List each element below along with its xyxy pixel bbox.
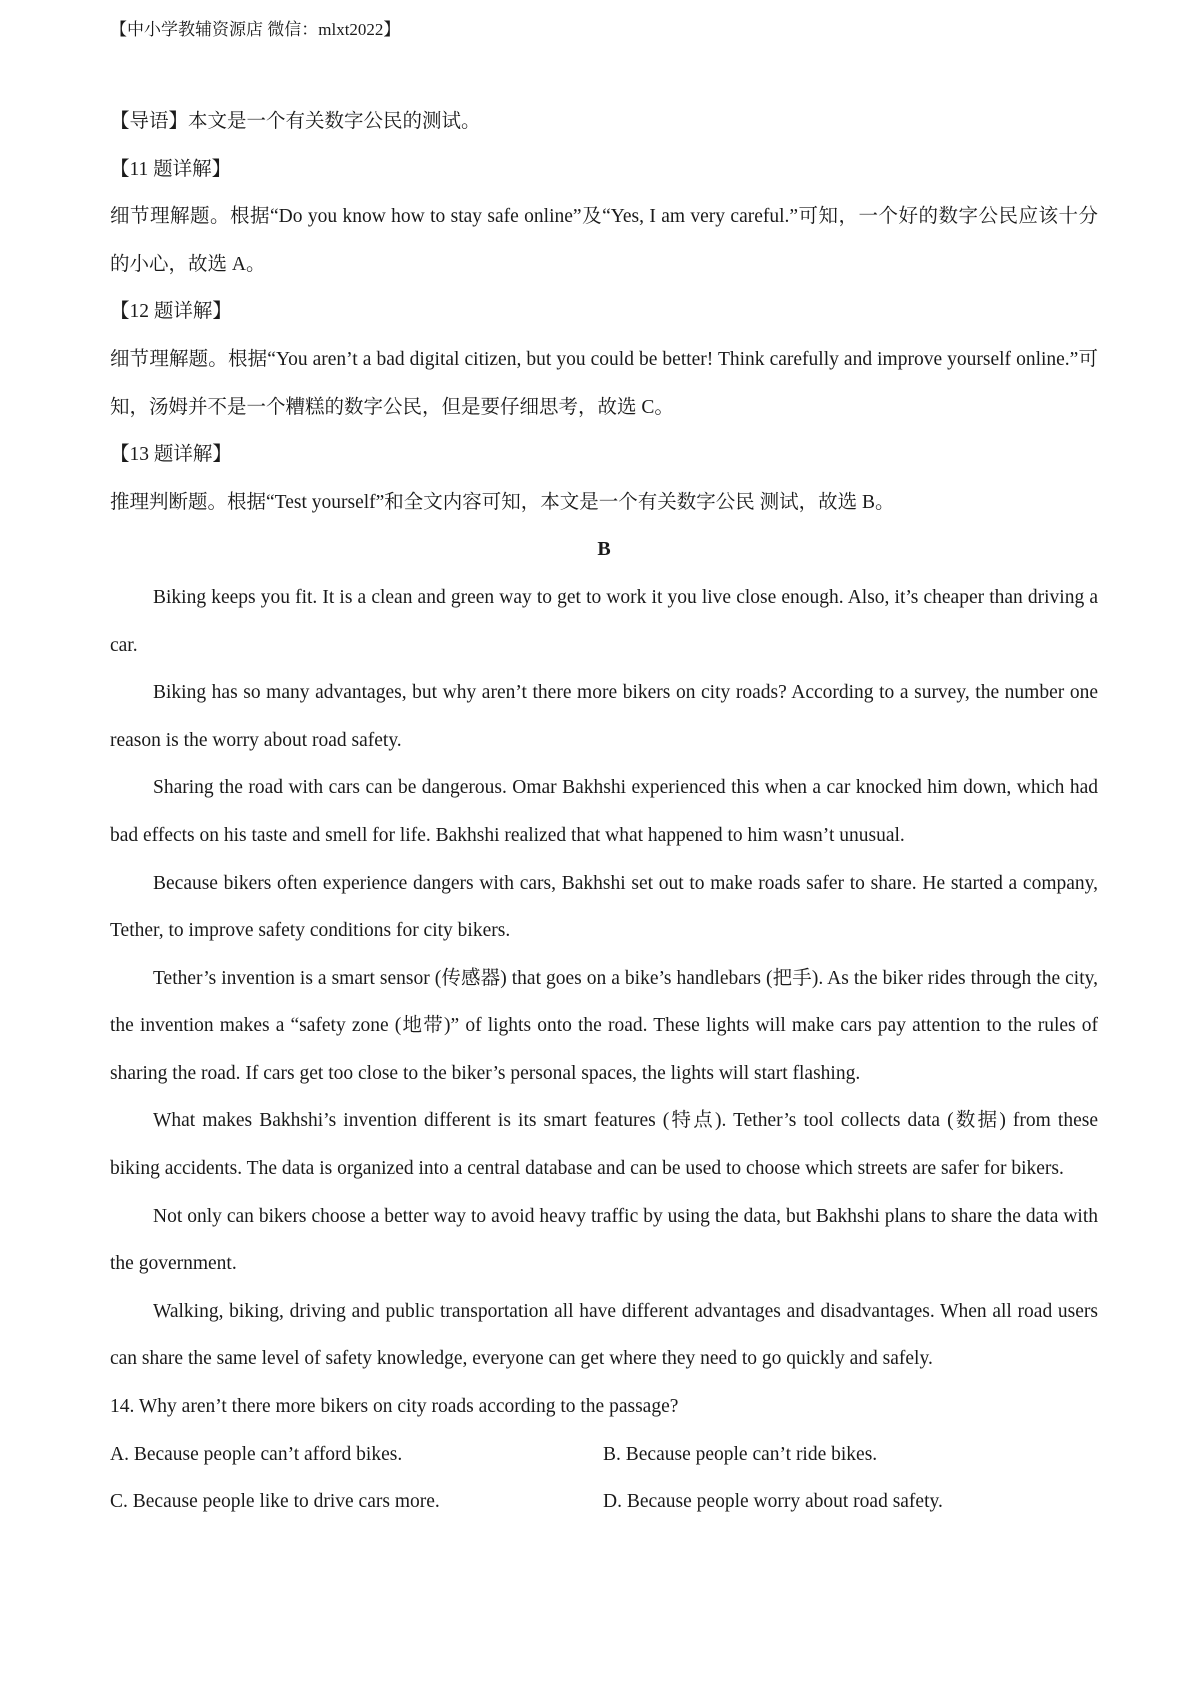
- option-d: D. Because people worry about road safety.: [603, 1491, 943, 1513]
- q12-explanation: 细节理解题。根据“You aren’t a bad digital citizen, but you could be better! Think carefully and improve yourself online.”可知，汤姆并不是一个糟糕的数字公民，但是要仔细思考，故选 C。: [110, 348, 1098, 418]
- intro-line: 【导语】本文是一个有关数字公民的测试。: [110, 111, 481, 132]
- option-c: C. Because people like to drive cars more.: [110, 1491, 440, 1513]
- q13-explanation: 推理判断题。根据“Test yourself”和全文内容可知，本文是一个有关数字公民 测试，故选 B。: [110, 491, 895, 513]
- document-content: [110, 98, 1098, 1526]
- question-14-stem: 14. Why aren’t there more bikers on city roads according to the passage?: [110, 1396, 679, 1418]
- q12-heading: 【12 题详解】: [110, 301, 232, 323]
- passage-paragraph: What makes Bakhshi’s invention different is its smart features (特点). Tether’s tool collects data (数据) from these biking accidents. The data is organized into a central database and can be used to choose which streets are safer for bikers.: [110, 1110, 1098, 1180]
- passage-paragraph: Not only can bikers choose a better way to avoid heavy traffic by using the data, but Bakhshi plans to share the data with the government.: [110, 1205, 1098, 1275]
- passage-paragraph: Tether’s invention is a smart sensor (传感器) that goes on a bike’s handlebars (把手). As the biker rides through the city, the invention makes a “safety zone (地带)” of lights onto the road. These lights will make cars pay attention to the rules of sharing the road. If cars get too close to the biker’s personal spaces, the lights will start flashing.: [110, 967, 1098, 1084]
- option-b: B. Because people can’t ride bikes.: [603, 1443, 878, 1465]
- header-watermark: 【中小学教辅资源店 微信：mlxt2022】: [110, 20, 401, 39]
- passage-title: B: [597, 538, 611, 561]
- option-a: A. Because people can’t afford bikes.: [110, 1443, 403, 1465]
- passage-paragraph: Because bikers often experience dangers with cars, Bakhshi set out to make roads safer to share. He started a company, Tether, to improve safety conditions for city bikers.: [110, 872, 1098, 942]
- passage-paragraph: Biking has so many advantages, but why aren’t there more bikers on city roads? According to a survey, the number one reason is the worry about road safety.: [110, 682, 1098, 751]
- question-14-options-row-2: [110, 1478, 1098, 1526]
- question-14-options-row-1: [110, 1431, 1098, 1479]
- passage-paragraph: Walking, biking, driving and public transportation all have different advantages and disadvantages. When all road users can share the same level of safety knowledge, everyone can get where they need to go quickly and safely.: [110, 1300, 1098, 1370]
- q11-explanation: 细节理解题。根据“Do you know how to stay safe online”及“Yes, I am very careful.”可知，一个好的数字公民应该十分的小心，故选 A。: [110, 206, 1098, 275]
- q11-heading: 【11 题详解】: [110, 158, 232, 180]
- passage-paragraph: Biking keeps you fit. It is a clean and green way to get to work it you live close enough. Also, it’s cheaper than driving a car.: [110, 586, 1098, 656]
- passage-paragraph: Sharing the road with cars can be dangerous. Omar Bakhshi experienced this when a car knocked him down, which had bad effects on his taste and smell for life. Bakhshi realized that what happened to him wasn’t unusual.: [110, 777, 1098, 846]
- q13-heading: 【13 题详解】: [110, 444, 232, 466]
